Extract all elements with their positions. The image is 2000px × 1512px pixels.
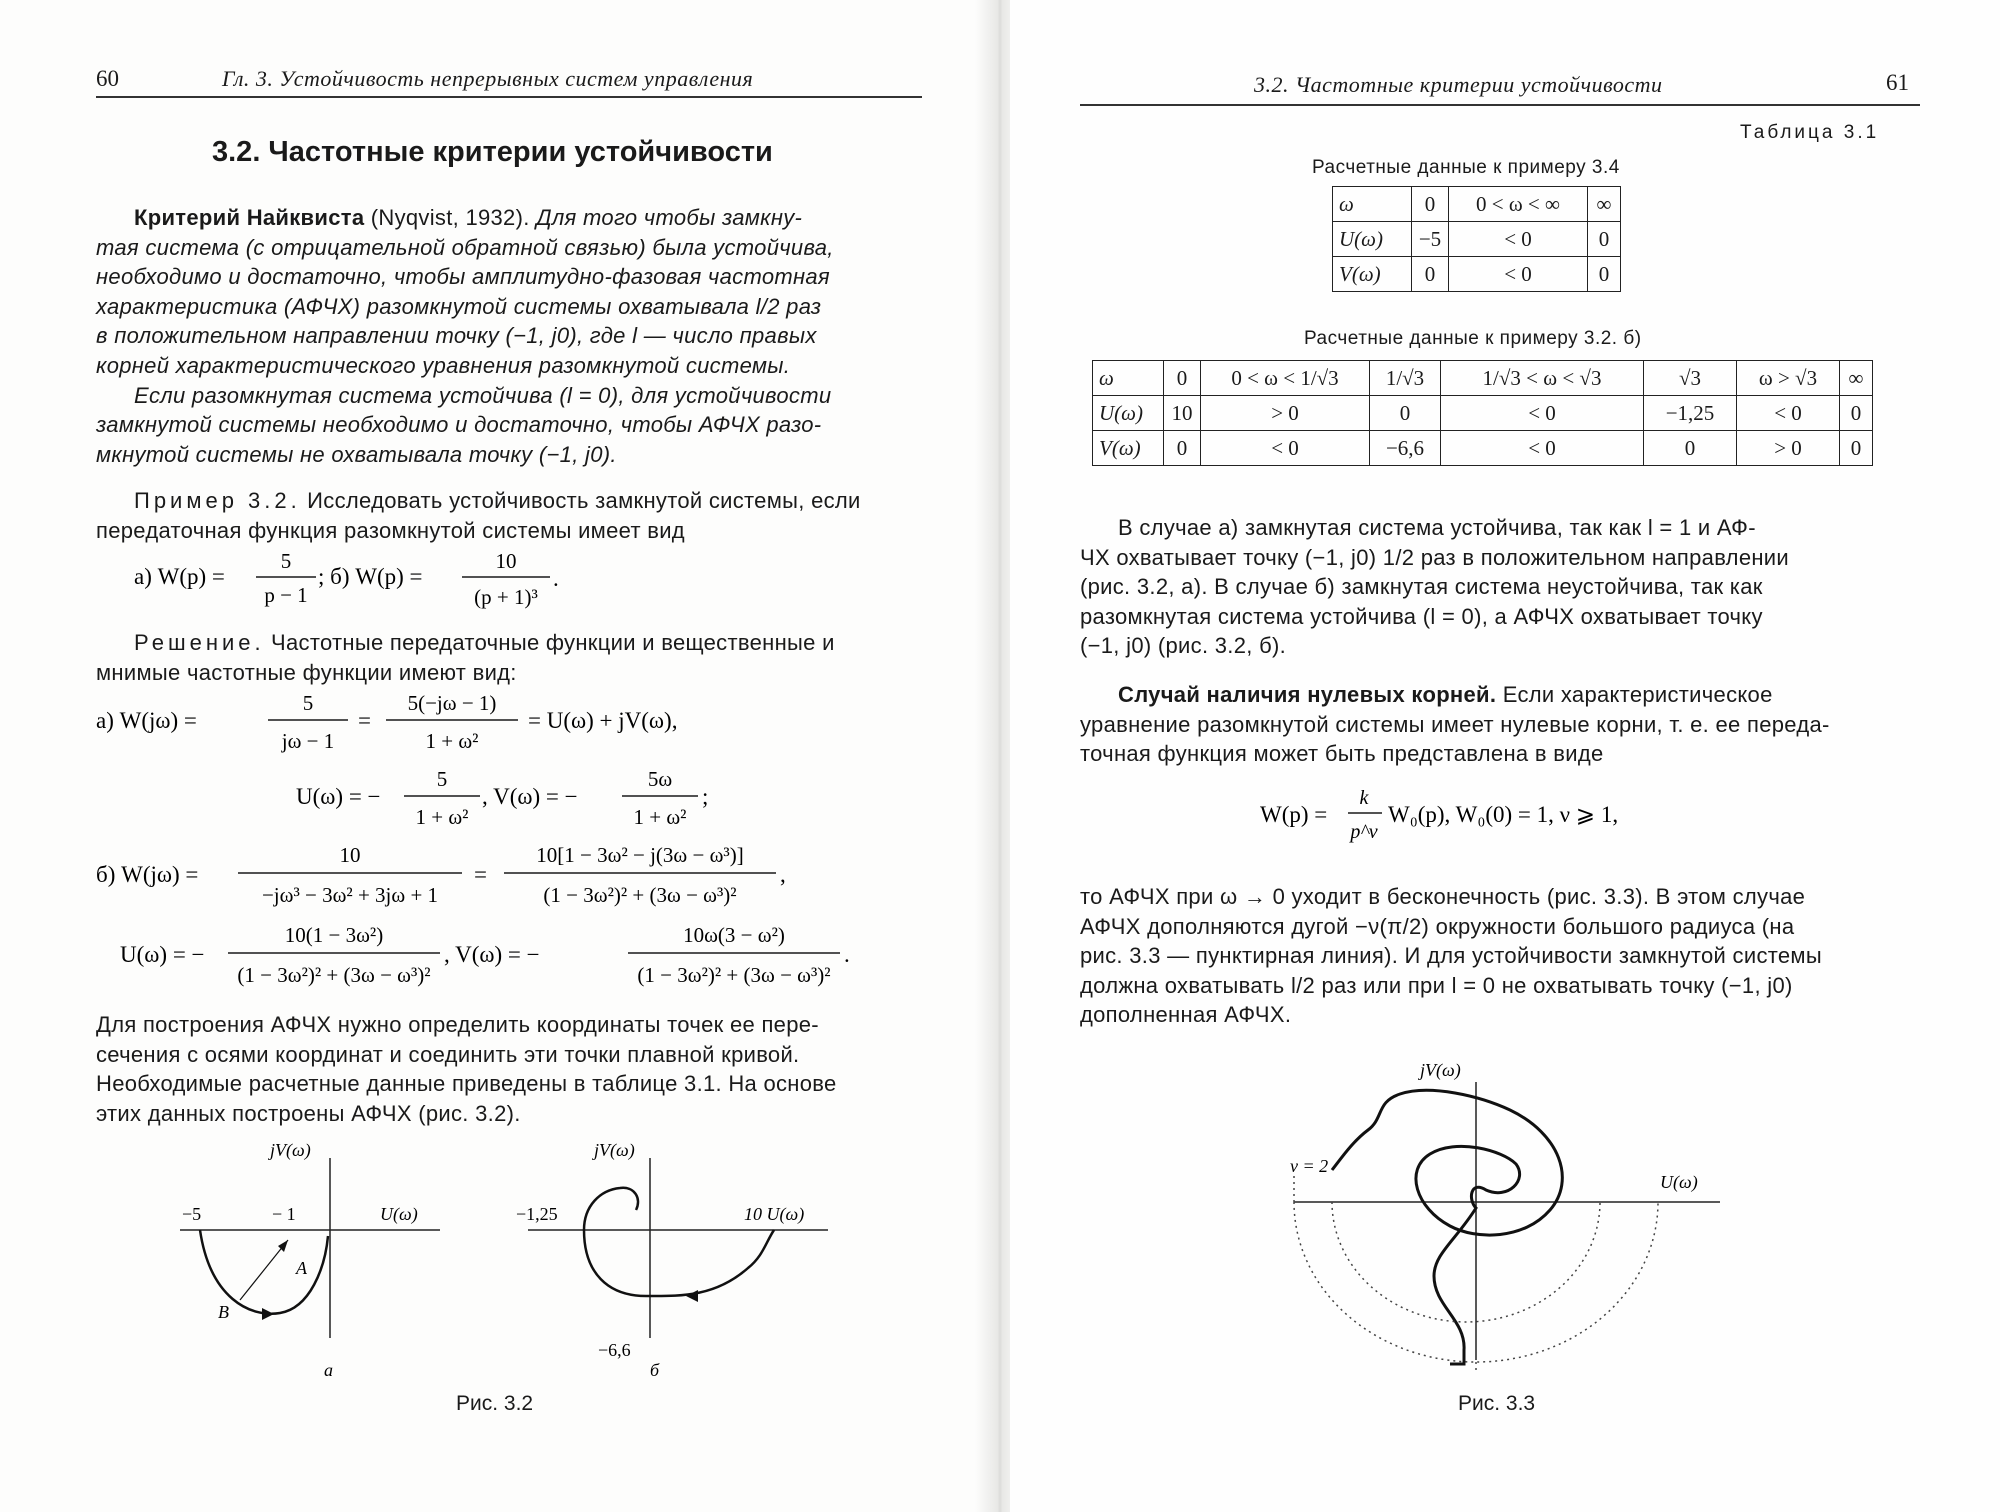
formula-num: 5(−jω − 1) [407, 691, 497, 715]
formula-w-zero-roots [1260, 782, 1780, 852]
table-row [1333, 222, 1621, 257]
after-formula-line: АФЧХ дополняются дугой −ν(π/2) окружности большого радиуса (на [1080, 913, 1795, 939]
point-a-label: A [296, 1258, 307, 1278]
construction-paragraph [96, 1010, 918, 1128]
formula-wjw-b [96, 838, 916, 918]
solution-line: мнимые частотные функции имеют вид: [96, 659, 517, 685]
table-row [1333, 257, 1621, 292]
table-cell: 0 [1840, 431, 1873, 466]
point-b-label: B [218, 1302, 229, 1322]
tick-label: −5 [182, 1204, 202, 1224]
table-cell: ∞ [1588, 187, 1621, 222]
zero-roots-line: Если характеристическое [1502, 682, 1773, 707]
formula-text: W₀(p), W₀(0) = 1, ν ⩾ 1, [1388, 802, 1619, 827]
figure-caption: Рис. 3.3 [1458, 1392, 1536, 1415]
left-page [0, 0, 990, 1512]
formula-text: W(p) = [1260, 802, 1328, 827]
table1-caption: Расчетные данные к примеру 3.4 [1312, 157, 1620, 178]
direction-arrow [262, 1308, 274, 1320]
nyquist-line: корней характеристического уравнения разомкнутой системы. [96, 352, 791, 378]
table-cell: V(ω) [1093, 431, 1164, 466]
after-formula-line: дополненная АФЧХ. [1080, 1002, 1292, 1028]
construction-line: Для построения АФЧХ нужно определить координаты точек ее пере- [96, 1012, 819, 1037]
table-cell: ω > √3 [1737, 361, 1840, 396]
subfigure-label: б [650, 1360, 660, 1380]
nyquist-line: Для того чтобы замкну- [536, 205, 803, 230]
formula-num: k [1359, 787, 1369, 809]
cases-paragraph [1080, 513, 1920, 661]
formula-uv-a [96, 762, 916, 838]
table-cell: V(ω) [1333, 257, 1412, 292]
zero-roots-line: уравнение разомкнутой системы имеет нулевые корни, т. е. ее переда- [1080, 711, 1830, 737]
table-cell: U(ω) [1333, 222, 1412, 257]
table-cell: 0 [1164, 431, 1201, 466]
construction-line: Необходимые расчетные данные приведены в таблице 3.1. На основе [96, 1071, 837, 1097]
formula-num: 10[1 − 3ω² − j(3ω − ω³)] [536, 843, 744, 867]
nyquist-curve [1332, 1090, 1562, 1364]
table-cell: −1,25 [1644, 396, 1737, 431]
running-head: 3.2. Частотные критерии устойчивости [1254, 72, 1663, 97]
table-cell: < 0 [1441, 431, 1644, 466]
x-axis-label: U(ω) [1660, 1172, 1698, 1192]
zero-roots-title: Случай наличия нулевых корней. [1118, 682, 1497, 707]
nyquist-line: необходимо и достаточно, чтобы амплитудно-фазовая частотная [96, 264, 830, 290]
header-rule [96, 96, 922, 98]
formula-text: . [844, 942, 850, 967]
table-cell: > 0 [1737, 431, 1840, 466]
formula-b-num: 10 [495, 549, 517, 573]
formula-text: б) W(jω) = [96, 862, 199, 887]
table-cell: < 0 [1449, 257, 1588, 292]
formula-den: jω − 1 [281, 729, 335, 753]
formula-num: 5 [302, 691, 314, 715]
example-line: передаточная функция разомкнутой системы имеет вид [96, 517, 685, 543]
x-axis-label: 10 U(ω) [744, 1204, 805, 1224]
y-axis-label: jV(ω) [594, 1140, 635, 1160]
stable-open-line: замкнутой системы необходимо и достаточно, чтобы АФЧХ разо- [96, 412, 822, 438]
solution-label: Решение. [134, 630, 265, 655]
after-formula-line: то АФЧХ при ω → 0 уходит в бесконечность (рис. 3.3). В этом случае [1080, 884, 1806, 909]
formula-den: 1 + ω² [415, 805, 469, 829]
figure-3-3 [1280, 1050, 1740, 1380]
table-cell: −5 [1412, 222, 1449, 257]
tick-label: −6,6 [598, 1340, 631, 1360]
formula-num: 10 [339, 843, 361, 867]
table-3-4 [1332, 186, 1621, 292]
table-cell: 0 [1644, 431, 1737, 466]
direction-arrow [686, 1290, 698, 1302]
formula-text: , [780, 862, 786, 887]
formula-num: 10(1 − 3ω²) [284, 923, 384, 947]
table-cell: ω [1333, 187, 1412, 222]
formula-wp [96, 546, 696, 616]
formula-text: , V(ω) = − [444, 942, 540, 967]
formula-den: (1 − 3ω²)² + (3ω − ω³)² [237, 963, 431, 987]
table-cell: 0 [1370, 396, 1441, 431]
after-formula-line: должна охватывать l/2 раз или при l = 0 не охватывать точку (−1, j0) [1080, 972, 1793, 998]
cases-line: В случае а) замкнутая система устойчива, так как l = 1 и АФ- [1118, 515, 1756, 540]
construction-line: этих данных построены АФЧХ (рис. 3.2). [96, 1100, 521, 1126]
table-cell: 0 < ω < 1/√3 [1201, 361, 1370, 396]
formula-text: U(ω) = − [296, 784, 381, 809]
formula-end: . [553, 566, 559, 591]
stable-open-line: Если разомкнутая система устойчива (l = 0), для устойчивости [134, 382, 832, 408]
nyquist-line: тая система (с отрицательной обратной связью) была устойчива, [96, 234, 834, 260]
cases-line: разомкнутая система устойчива (l = 0), а АФЧХ охватывает точку [1080, 603, 1763, 629]
formula-text: = U(ω) + jV(ω), [528, 708, 678, 733]
formula-text: = [358, 708, 371, 733]
formula-a-den: p − 1 [264, 583, 308, 607]
formula-wjw-a [96, 686, 916, 762]
page-number: 61 [1886, 70, 1909, 95]
example-label: Пример 3.2. [134, 488, 301, 513]
table2-caption: Расчетные данные к примеру 3.2. б) [1304, 328, 1642, 349]
construction-line: сечения с осями координат и соединить эти точки плавной кривой. [96, 1041, 800, 1067]
example-line: Исследовать устойчивость замкнутой системы, если [307, 488, 861, 513]
table-cell: 1/√3 < ω < √3 [1441, 361, 1644, 396]
table-row [1333, 187, 1621, 222]
table-cell: ω [1093, 361, 1164, 396]
formula-uv-b [96, 918, 916, 998]
table-cell: < 0 [1441, 396, 1644, 431]
figure-3-2-a [170, 1138, 470, 1398]
formula-den: 1 + ω² [633, 805, 687, 829]
table-cell: √3 [1644, 361, 1737, 396]
example-3-2 [96, 486, 918, 545]
formula-den: (1 − 3ω²)² + (3ω − ω³)² [543, 883, 737, 907]
nu-label: ν = 2 [1290, 1156, 1329, 1176]
table-cell: 0 [1164, 361, 1201, 396]
running-head: Гл. 3. Устойчивость непрерывных систем управления [222, 66, 754, 91]
nyquist-line: в положительном направлении точку (−1, j0), где l — число правых [96, 323, 817, 349]
solution-line: Частотные передаточные функции и вещественные и [271, 630, 835, 655]
x-axis-label: U(ω) [380, 1204, 418, 1224]
solution-intro [96, 628, 918, 687]
cases-line: ЧХ охватывает точку (−1, j0) 1/2 раз в положительном направлении [1080, 544, 1789, 570]
formula-b-prefix: ; б) W(p) = [318, 564, 423, 589]
table-cell: 0 [1412, 187, 1449, 222]
table-cell: < 0 [1737, 396, 1840, 431]
formula-num: 10ω(3 − ω²) [683, 923, 785, 947]
nyquist-criterion [96, 203, 918, 469]
formula-text: а) W(jω) = [96, 708, 197, 733]
nyquist-line: характеристика (АФЧХ) разомкнутой системы охватывала l/2 раз [96, 293, 822, 319]
vector-arrow [240, 1240, 288, 1300]
formula-b-den: (p + 1)³ [474, 585, 538, 609]
table-cell: > 0 [1201, 396, 1370, 431]
table-cell: 0 < ω < ∞ [1449, 187, 1588, 222]
section-title: 3.2. Частотные критерии устойчивости [212, 136, 773, 168]
formula-text: U(ω) = − [120, 942, 205, 967]
after-formula-line: рис. 3.3 — пунктирная линия). И для устойчивости замкнутой системы [1080, 943, 1822, 969]
table-cell: 0 [1412, 257, 1449, 292]
table-cell: < 0 [1201, 431, 1370, 466]
table-cell: −6,6 [1370, 431, 1441, 466]
stable-open-line: мкнутой системы не охватывала точку (−1, j0). [96, 441, 617, 467]
nyquist-ref: (Nyqvist, 1932). [370, 205, 530, 230]
table-cell: 10 [1164, 396, 1201, 431]
right-page [1010, 0, 2000, 1512]
y-axis-label: jV(ω) [1420, 1060, 1461, 1080]
header-rule [1080, 104, 1920, 106]
table-cell: 0 [1588, 257, 1621, 292]
formula-num: 5ω [647, 767, 673, 791]
formula-text: ; [702, 784, 709, 809]
cases-line: (рис. 3.2, а). В случае б) замкнутая система неустойчива, так как [1080, 574, 1763, 600]
formula-den: 1 + ω² [425, 729, 479, 753]
nyquist-term: Критерий Найквиста [134, 205, 365, 230]
tick-label: − 1 [272, 1204, 296, 1224]
formula-den: −jω³ − 3ω² + 3jω + 1 [261, 883, 439, 907]
table-cell: U(ω) [1093, 396, 1164, 431]
formula-a-num: 5 [280, 549, 292, 573]
y-axis-label: jV(ω) [270, 1140, 311, 1160]
figure-caption: Рис. 3.2 [456, 1392, 534, 1415]
formula-num: 5 [436, 767, 448, 791]
table-3-2b [1092, 360, 1873, 466]
formula-text: , V(ω) = − [482, 784, 578, 809]
cases-line: (−1, j0) (рис. 3.2, б). [1080, 633, 1287, 659]
subfigure-label: а [324, 1360, 333, 1380]
table-row [1093, 361, 1873, 396]
formula-a-prefix: а) W(p) = [134, 564, 225, 589]
formula-text: = [474, 862, 487, 887]
figure-3-2-b [508, 1138, 838, 1398]
zero-roots-paragraph [1080, 680, 1920, 769]
table-row [1093, 431, 1873, 466]
table-cell: 0 [1840, 396, 1873, 431]
after-formula-paragraph [1080, 882, 1920, 1030]
table-cell: 0 [1588, 222, 1621, 257]
table-cell: ∞ [1840, 361, 1873, 396]
page-number: 60 [96, 66, 119, 91]
table-cell: 1/√3 [1370, 361, 1441, 396]
formula-den: (1 − 3ω²)² + (3ω − ω³)² [637, 963, 831, 987]
tick-label: −1,25 [516, 1204, 558, 1224]
table-row [1093, 396, 1873, 431]
formula-den: p^ν [1350, 821, 1378, 843]
table-cell: < 0 [1449, 222, 1588, 257]
zero-roots-line: точная функция может быть представлена в виде [1080, 741, 1604, 767]
table-label: Таблица 3.1 [1740, 122, 1880, 143]
